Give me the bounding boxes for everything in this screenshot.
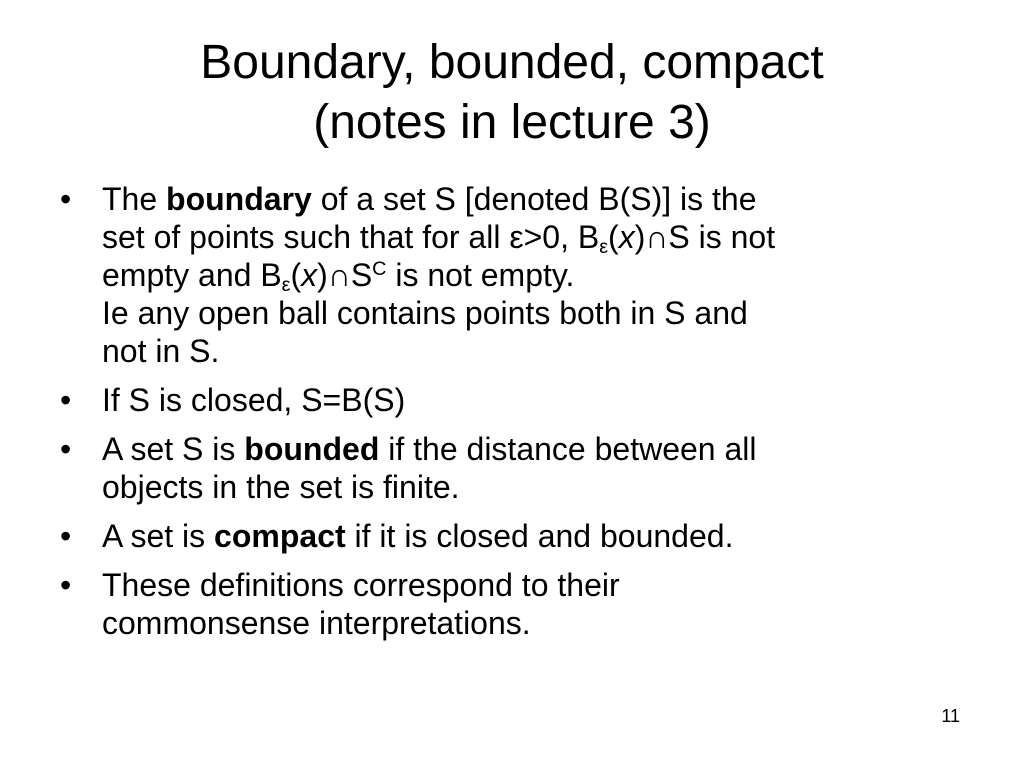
bullet-text: of a set S [denoted B(S)] is the	[311, 181, 757, 217]
bullet-list	[60, 180, 960, 653]
variable-x: x	[618, 219, 635, 255]
bullet-marker: •	[60, 567, 72, 603]
bullet-text: set of points such that for all ε>0, B	[102, 219, 600, 255]
bullet-compact	[60, 517, 960, 555]
bullet-line	[102, 180, 960, 218]
slide-title	[0, 33, 1024, 153]
epsilon-subscript: ε	[281, 273, 291, 296]
bullet-line	[102, 218, 960, 256]
bullet-text: )∩S is not	[634, 219, 776, 255]
bullet-bounded	[60, 430, 960, 506]
title-line-1: Boundary, bounded, compact	[200, 36, 824, 89]
bullet-line	[102, 430, 960, 468]
bullet-marker: •	[60, 431, 72, 467]
bullet-line: objects in the set is finite.	[102, 469, 460, 505]
term-bounded: bounded	[244, 431, 380, 467]
bullet-text: if it is closed and bounded.	[345, 518, 734, 554]
bullet-text: )∩S	[317, 257, 373, 293]
bullet-text: A set S is	[102, 431, 245, 467]
variable-x: x	[301, 257, 318, 293]
bullet-text: is not empty.	[386, 257, 575, 293]
bullet-line: These definitions correspond to their	[102, 567, 620, 603]
bullet-text: if the distance between all	[379, 431, 757, 467]
bullet-marker: •	[60, 181, 72, 217]
epsilon-subscript: ε	[599, 235, 609, 258]
bullet-line: not in S.	[102, 333, 220, 369]
bullet-line: If S is closed, S=B(S)	[102, 382, 406, 418]
bullet-text: The	[102, 181, 167, 217]
complement-superscript: C	[372, 258, 387, 281]
bullet-marker: •	[60, 518, 72, 554]
bullet-definitions	[60, 566, 960, 642]
bullet-text: A set is	[102, 518, 215, 554]
bullet-line: commonsense interpretations.	[102, 605, 531, 641]
bullet-boundary	[60, 180, 960, 370]
bullet-marker: •	[60, 382, 72, 418]
bullet-closed	[60, 381, 960, 419]
bullet-text: empty and B	[102, 257, 282, 293]
title-line-2: (notes in lecture 3)	[313, 96, 711, 149]
bullet-line	[102, 517, 960, 555]
term-boundary: boundary	[166, 181, 312, 217]
bullet-line: Ie any open ball contains points both in S and	[102, 295, 748, 331]
bullet-text: (	[290, 257, 302, 293]
term-compact: compact	[214, 518, 346, 554]
bullet-text: (	[608, 219, 619, 255]
page-number: 11	[941, 706, 960, 726]
bullet-line	[102, 256, 960, 294]
